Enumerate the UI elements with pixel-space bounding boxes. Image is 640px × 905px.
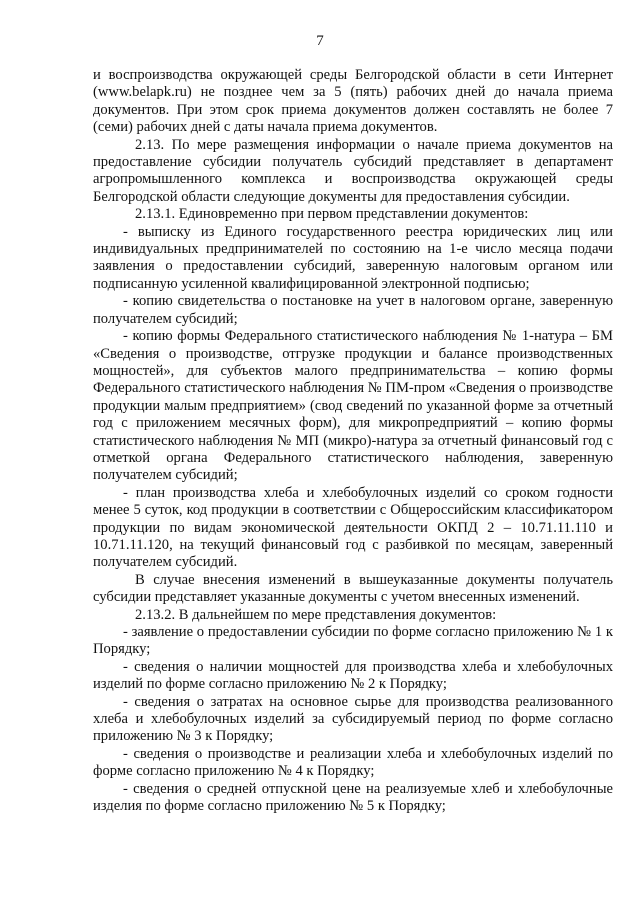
list-item: - сведения о производстве и реализации хлеба и хлебобулочных изделий по форме согласно приложению № 4 к Порядку; (93, 745, 613, 780)
list-item: - сведения о средней отпускной цене на реализуемые хлеб и хлебобулочные изделия по форме согласно приложению № 5 к Порядку; (93, 780, 613, 815)
paragraph: В случае внесения изменений в вышеуказанные документы получатель субсидии представляет указанные документы с учетом внесенных изменений. (93, 571, 613, 606)
paragraph: и воспроизводства окружающей среды Белгородской области в сети Интернет (www.belapk.ru) не позднее чем за 5 (пять) рабочих дней до начала приема документов. При этом срок приема документов должен составлять не более 7 (семи) рабочих дней с даты начала приема документов. (93, 67, 613, 136)
list-item: - план производства хлеба и хлебобулочных изделий со сроком годности менее 5 суток, код продукции в соответствии с Общероссийским классификатором продукции по видам экономической деятельности ОКПД 2 – 10.71.11.110 и 10.71.11.120, на текущий финансовый год с разбивкой по месяцам, заверенный получателем субсидий. (93, 484, 613, 571)
paragraph: 2.13.1. Единовременно при первом представлении документов: (135, 206, 529, 223)
list-item: - копию свидетельства о постановке на учет в налоговом органе, заверенную получателем субсидий; (93, 293, 613, 327)
document-body (93, 67, 613, 815)
list-item: - сведения о затратах на основное сырье для производства реализованного хлеба и хлебобулочных изделий за субсидируемый период по форме согласно приложению № 3 к Порядку; (93, 693, 613, 745)
paragraph: 2.13. По мере размещения информации о начале приема документов на предоставление субсидии получатель субсидий представляет в департамент агропромышленного комплекса и воспроизводства окружающей среды Белгородской области следующие документы для предоставления субсидии. (93, 136, 613, 205)
list-item: - сведения о наличии мощностей для производства хлеба и хлебобулочных изделий по форме согласно приложению № 2 к Порядку; (93, 658, 613, 693)
paragraph: 2.13.2. В дальнейшем по мере представления документов: (135, 606, 497, 623)
list-item: - заявление о предоставлении субсидии по форме согласно приложению № 1 к Порядку; (93, 624, 613, 658)
list-item: - копию формы Федерального статистического наблюдения № 1-натура – БМ «Сведения о производстве, отгрузке продукции и балансе производственных мощностей», для субъектов малого предпринимательства – копию формы Федерального статистического наблюдения № ПМ-пром «Сведения о производстве продукции малым предприятием» (свод сведений по указанной форме за отчетный год с приложением месячных форм), для микропредприятий – копию формы статистического наблюдения № МП (микро)-натура за отчетный финансовый год с отметкой органа Федерального статистического наблюдения, заверенную получателем субсидий; (93, 328, 613, 484)
page-number: 7 (316, 33, 324, 49)
list-item: - выписку из Единого государственного реестра юридических лиц или индивидуальных предпринимателей по состоянию на 1-е число месяца подачи заявления о предоставлении субсидий, заверенную налоговым органом или подписанную усиленной квалифицированной электронной подписью; (93, 223, 613, 292)
